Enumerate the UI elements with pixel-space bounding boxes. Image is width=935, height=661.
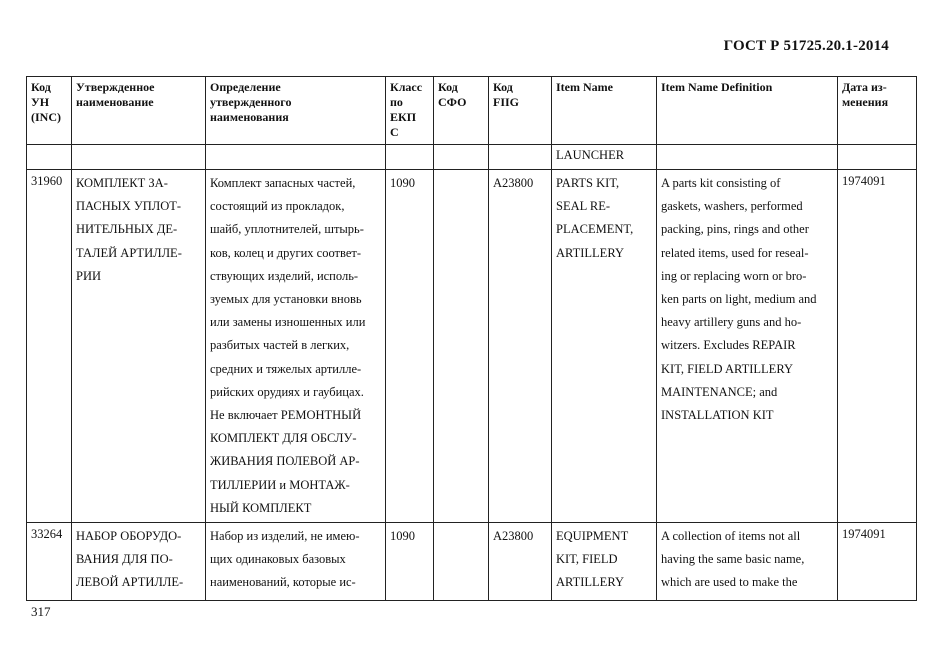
text-line: состоящий из прокладок, (210, 199, 345, 214)
text-line: INSTALLATION KIT (661, 408, 774, 423)
col-header-line: Дата из- (842, 80, 887, 94)
col-header-line: наименования (210, 110, 289, 124)
text-line: ТАЛЕЙ АРТИЛЛЕ- (76, 245, 182, 260)
col-header-class (386, 77, 434, 145)
page-number: 317 (31, 604, 51, 619)
header-row (27, 77, 917, 145)
col-header-line: наименование (76, 95, 154, 109)
col-header-item-definition (657, 77, 838, 145)
col-header-sfo (434, 77, 489, 145)
col-header-line: (INC) (31, 110, 61, 124)
text-line: Комплект запасных частей, (210, 176, 356, 190)
col-header-line: Код (493, 80, 513, 94)
text-line: SEAL RE- (556, 199, 611, 214)
col-header-line: Код (31, 80, 51, 94)
col-header-line: Код (438, 80, 458, 94)
definition-cell (206, 523, 386, 601)
catalog-table (26, 76, 917, 601)
text-line: heavy artillery guns and ho- (661, 315, 802, 330)
sfo-cell (434, 170, 489, 523)
text-line: PARTS KIT, (556, 176, 620, 190)
text-line: наименований, которые ис- (210, 575, 356, 590)
item-name-cell (552, 170, 657, 523)
text-line: A parts kit consisting of (661, 176, 781, 190)
item-definition-cell (657, 170, 838, 523)
text-line: шайб, уплотнителей, штырь- (210, 222, 364, 237)
table-cell (434, 145, 489, 170)
inc-cell: 33264 (27, 523, 72, 601)
text-line: EQUIPMENT (556, 529, 629, 544)
fiig-cell: A23800 (489, 523, 552, 601)
col-header-line: Определение (210, 80, 281, 94)
text-line: НИТЕЛЬНЫХ ДЕ- (76, 222, 178, 237)
table-cell (206, 145, 386, 170)
col-header-line: ЕКП (390, 110, 417, 124)
text-line: gaskets, washers, performed (661, 199, 803, 214)
col-header-line: утвержденного (210, 95, 292, 109)
class-cell: 1090 (386, 523, 434, 601)
approved-name-cell (72, 523, 206, 601)
text-line: средних и тяжелых артилле- (210, 361, 362, 376)
text-line: ПАСНЫХ УПЛОТ- (76, 199, 182, 214)
item-definition-cell (657, 523, 838, 601)
col-header-line: СФО (438, 95, 467, 109)
text-line: рийских орудиях и гаубицах. (210, 384, 364, 399)
text-line: ТИЛЛЕРИИ и МОНТАЖ- (210, 477, 350, 492)
change-date-cell: 1974091 (838, 523, 917, 601)
text-line: ствующих изделий, исполь- (210, 268, 359, 283)
table-cell (838, 145, 917, 170)
text-line: НЫЙ КОМПЛЕКТ (210, 500, 312, 515)
col-header-line: по (390, 95, 403, 109)
text-line: MAINTENANCE; and (661, 384, 778, 399)
text-line: PLACEMENT, (556, 222, 634, 237)
text-line: ARTILLERY (556, 245, 624, 260)
col-header-line: С (390, 125, 399, 139)
change-date-cell: 1974091 (838, 170, 917, 523)
text-line: ЖИВАНИЯ ПОЛЕВОЙ АР- (210, 454, 360, 469)
table-cell (386, 145, 434, 170)
text-line: или замены изношенных или (210, 315, 366, 330)
col-header-line: FIIG (493, 95, 520, 109)
sfo-cell (434, 523, 489, 601)
text-line: witzers. Excludes REPAIR (661, 338, 796, 353)
col-header-fiig (489, 77, 552, 145)
table-cell (489, 145, 552, 170)
col-header-line: УН (31, 95, 50, 109)
col-header-line: Класс (390, 80, 423, 94)
document-id: ГОСТ Р 51725.20.1-2014 (723, 38, 889, 54)
inc-cell: 31960 (27, 170, 72, 523)
text-line: KIT, FIELD ARTILLERY (661, 361, 793, 376)
text-line: КОМПЛЕКТ ДЛЯ ОБСЛУ- (210, 431, 357, 446)
col-header-line: Утвержденное (76, 80, 155, 94)
text-line: A collection of items not all (661, 529, 801, 544)
text-line: ken parts on light, medium and (661, 292, 817, 307)
col-header-line: Item Name (556, 80, 613, 94)
text-line: packing, pins, rings and other (661, 222, 809, 237)
text-line: разбитых частей в легких, (210, 338, 350, 353)
text-line: НАБОР ОБОРУДО- (76, 529, 182, 544)
text-line: зуемых для установки вновь (210, 292, 362, 307)
text-line: ВАНИЯ ДЛЯ ПО- (76, 552, 173, 567)
table-row (27, 170, 917, 523)
col-header-definition (206, 77, 386, 145)
text-line: РИИ (76, 268, 102, 283)
text-line: KIT, FIELD (556, 552, 618, 567)
col-header-line: менения (842, 95, 889, 109)
col-header-inc (27, 77, 72, 145)
table-cell (27, 145, 72, 170)
col-header-item-name (552, 77, 657, 145)
table-cell (657, 145, 838, 170)
text-line: related items, used for reseal- (661, 245, 809, 260)
col-header-approved-name (72, 77, 206, 145)
text-line: having the same basic name, (661, 552, 805, 567)
text-line: ЛЕВОЙ АРТИЛЛЕ- (76, 575, 184, 590)
text-line: ARTILLERY (556, 575, 624, 590)
col-header-change-date (838, 77, 917, 145)
text-line: which are used to make the (661, 575, 798, 590)
text-line: ing or replacing worn or bro- (661, 268, 807, 283)
text-line: Не включает РЕМОНТНЫЙ (210, 408, 362, 423)
text-line: Набор из изделий, не имею- (210, 529, 360, 544)
text-line: щих одинаковых базовых (210, 552, 346, 567)
text-line: КОМПЛЕКТ ЗА- (76, 176, 168, 190)
item-name-cell (552, 523, 657, 601)
text-line: ков, колец и других соответ- (210, 245, 362, 260)
table-cell (72, 145, 206, 170)
class-cell: 1090 (386, 170, 434, 523)
col-header-line: Item Name Definition (661, 80, 773, 94)
fiig-cell: A23800 (489, 170, 552, 523)
approved-name-cell (72, 170, 206, 523)
table-row (27, 523, 917, 601)
continuation-row (27, 145, 917, 170)
item-name-cell: LAUNCHER (552, 145, 657, 170)
definition-cell (206, 170, 386, 523)
